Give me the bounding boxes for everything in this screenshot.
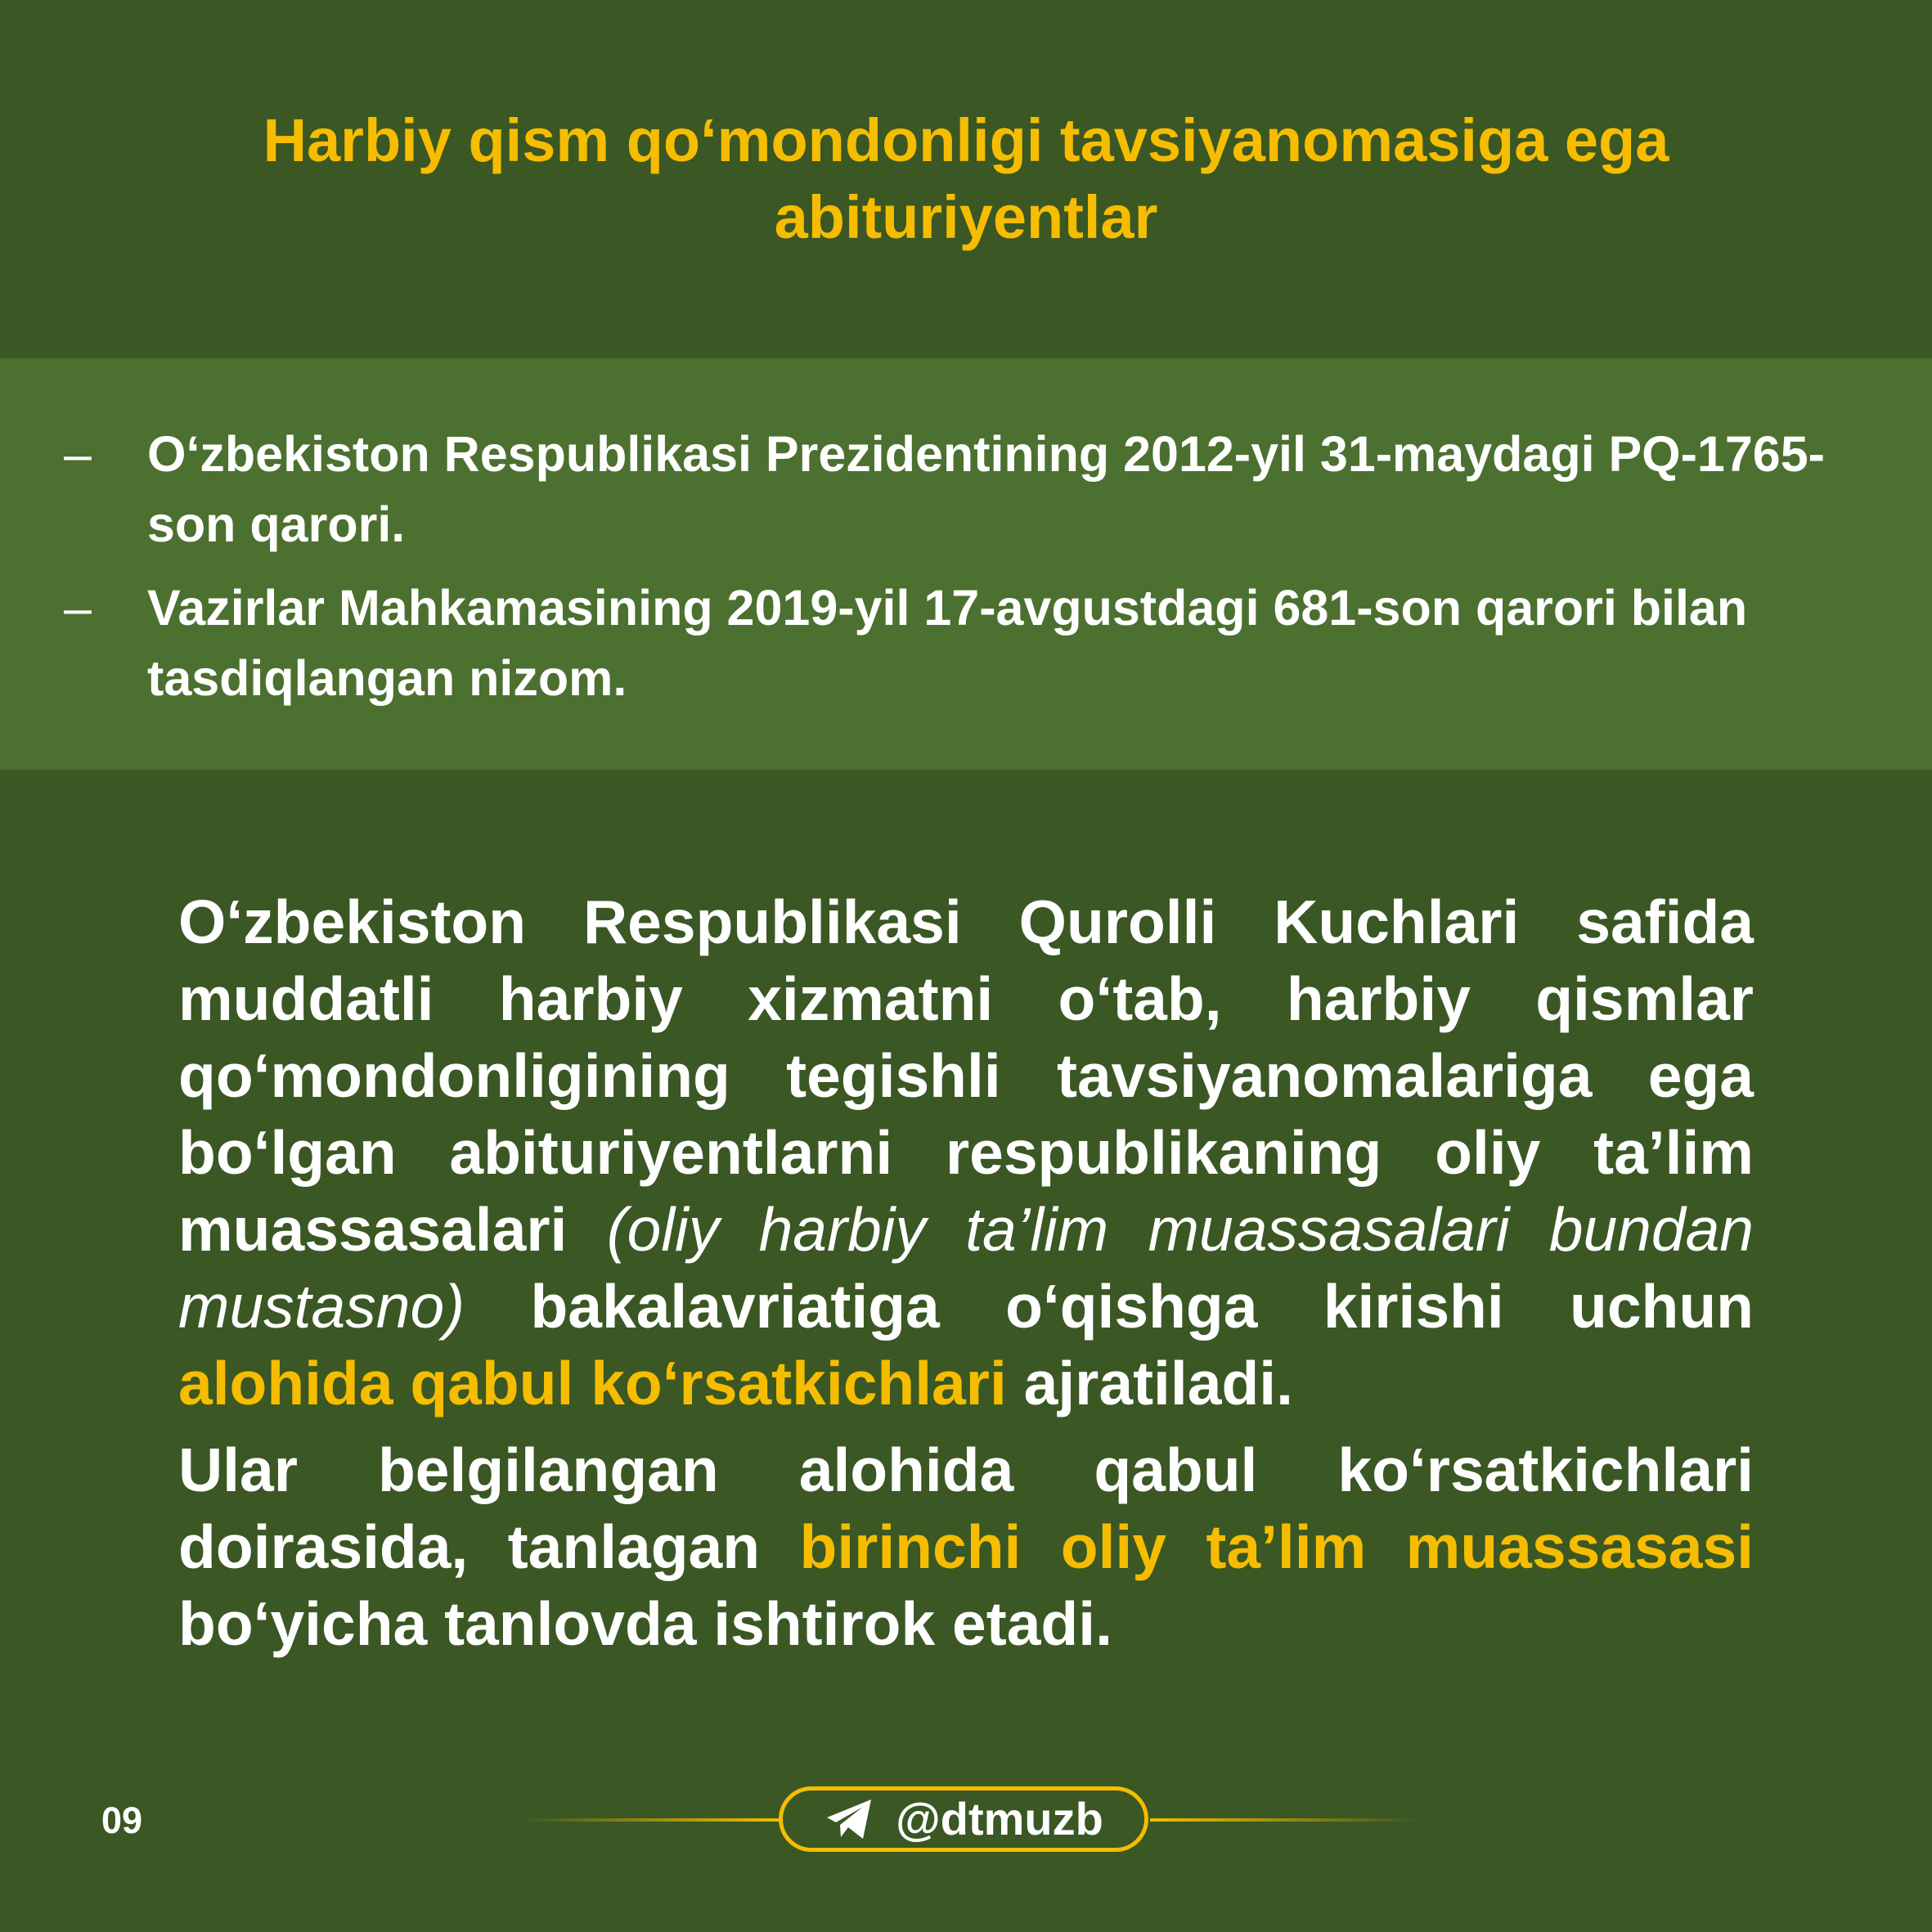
paragraph-text: bakalavriatiga o‘qishga kirishi uchun xyxy=(465,1272,1754,1341)
page-number: 09 xyxy=(101,1799,143,1841)
exception-note: (oliy harbiy ta’lim muassasalari bundan mustasno) xyxy=(178,1195,1755,1341)
legal-basis-item xyxy=(64,573,1863,713)
telegram-handle: @dtmuzb xyxy=(896,1793,1103,1844)
legal-basis-list xyxy=(64,419,1863,726)
paragraph-text: ajratiladi. xyxy=(1006,1349,1293,1418)
list-dash: – xyxy=(64,426,92,482)
highlight-text: birinchi oliy ta’lim muassasasi xyxy=(799,1512,1754,1581)
telegram-handle-link[interactable] xyxy=(779,1786,1148,1852)
paragraph-text: O‘zbekiston Respublikasi Qurolli Kuchlari safida muddatli harbiy xizmatni o‘tab, harbiy qismlar qo‘mondonligining tegishli tavsiyanomalariga ega bo‘lgan abituriyentlarni respublikaning oliy ta’lim muassasalari xyxy=(178,887,1754,1264)
legal-basis-section xyxy=(0,358,1932,770)
title-section xyxy=(0,0,1932,358)
divider-line xyxy=(1150,1818,1420,1822)
paragraph-selection xyxy=(178,1431,1754,1662)
legal-basis-text: O‘zbekiston Respublikasi Prezidentining 2012-yil 31-maydagi PQ-1765-son qarori. xyxy=(147,426,1825,552)
page-title: Harbiy qism qo‘mondonligi tavsiyanomasiga ega abituriyentlar xyxy=(263,106,1669,251)
divider-line xyxy=(520,1818,782,1822)
legal-basis-text: Vazirlar Mahkamasining 2019-yil 17-avgustdagi 681-son qarori bilan tasdiqlangan nizom. xyxy=(147,580,1748,706)
main-content xyxy=(178,883,1754,1672)
paragraph-quota xyxy=(178,883,1754,1422)
paragraph-text: bo‘yicha tanlovda ishtirok etadi. xyxy=(178,1589,1112,1658)
list-dash: – xyxy=(64,580,92,636)
legal-basis-item xyxy=(64,419,1863,559)
highlight-text: alohida qabul ko‘rsatkichlari xyxy=(178,1349,1007,1418)
telegram-icon xyxy=(824,1797,874,1841)
paragraph-text: Ular belgilangan alohida qabul ko‘rsatkichlari doirasida, tanlagan xyxy=(178,1436,1754,1581)
